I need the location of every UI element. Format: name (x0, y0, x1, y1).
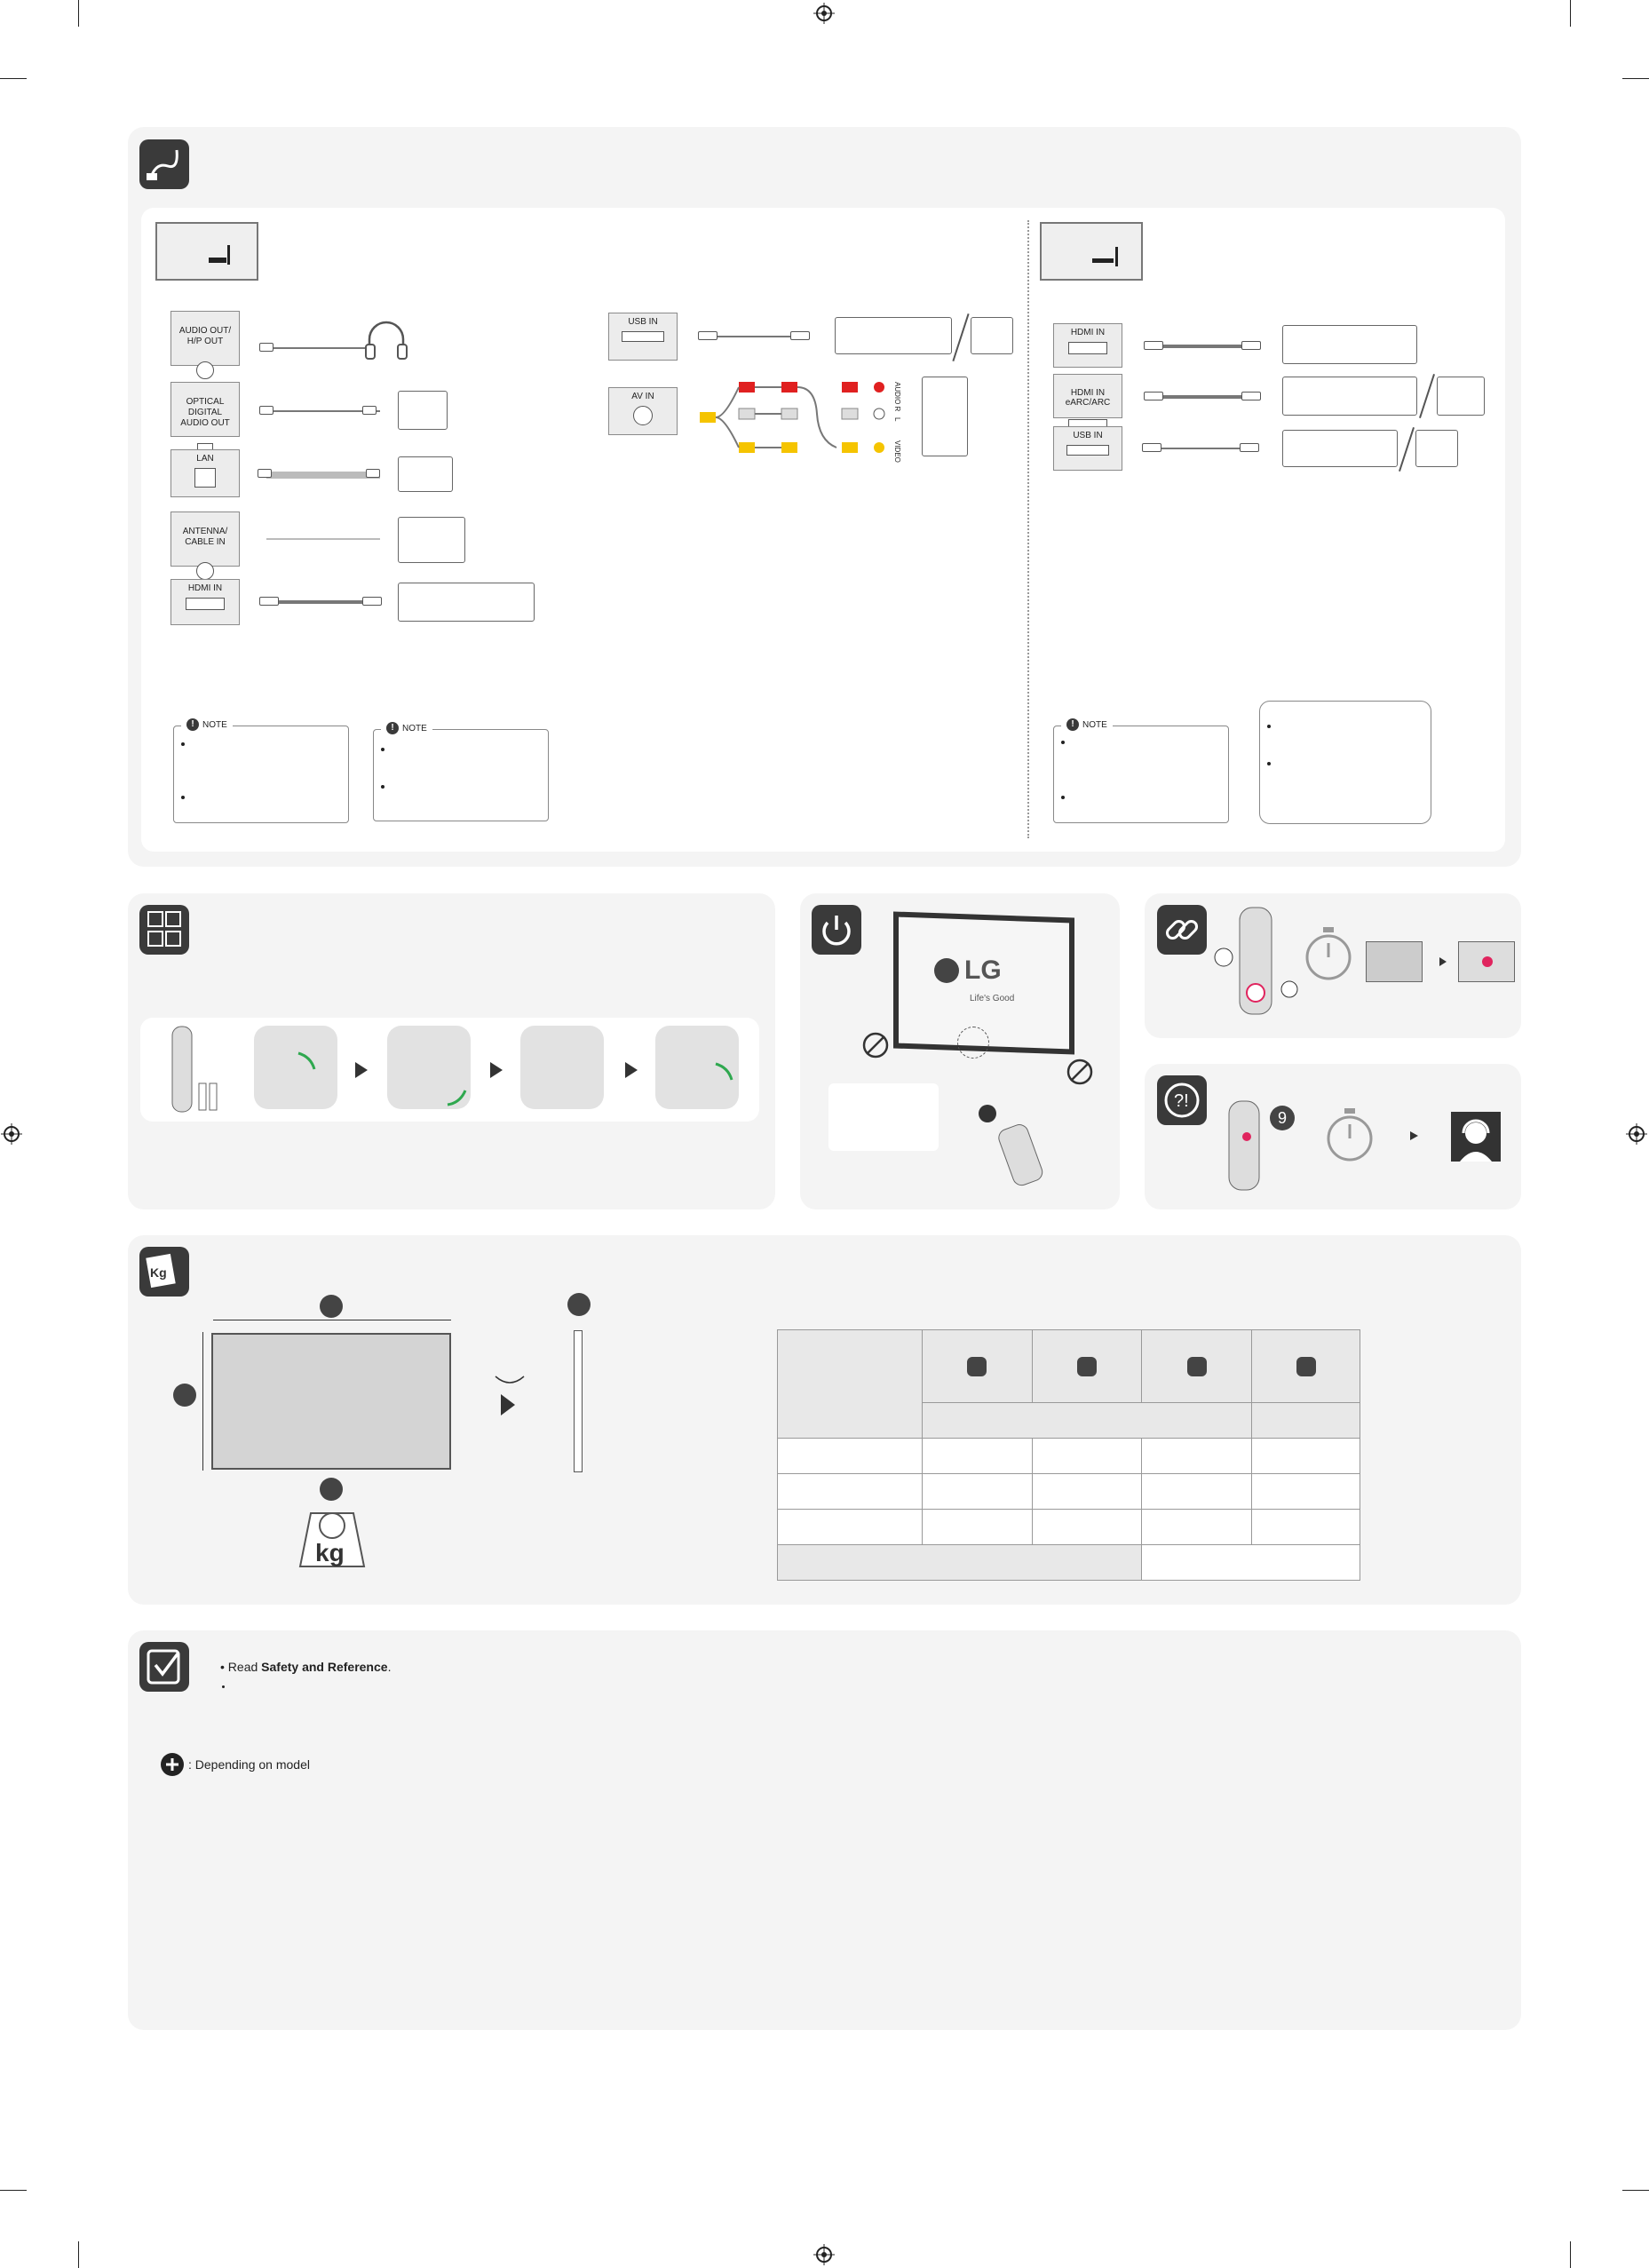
plug (366, 469, 380, 478)
plug (258, 469, 272, 478)
depending-on-model: : Depending on model (188, 1757, 310, 1772)
plug (259, 406, 274, 415)
table-cell (1252, 1403, 1360, 1439)
green-arrow-icon (710, 1059, 737, 1085)
av-in-port (608, 387, 678, 435)
tv-rear-right (1040, 222, 1143, 281)
number-badge (1270, 1106, 1295, 1130)
av-audio-r-label: AUDIO R (893, 382, 901, 412)
green-arrow-icon (444, 1083, 471, 1110)
table-cell (922, 1510, 1032, 1545)
note-label: NOTE (402, 723, 427, 734)
bullet-char: • (220, 1660, 228, 1674)
usb-in-label: USB IN (628, 317, 658, 327)
plug (1240, 443, 1259, 452)
socket (622, 331, 664, 342)
table-cell (1252, 1510, 1360, 1545)
cable-icon (139, 139, 189, 189)
plug (362, 597, 382, 606)
plug (362, 406, 377, 415)
plus-circle-icon (160, 1752, 185, 1777)
note-box (373, 723, 549, 821)
lg-logo (934, 956, 1002, 986)
table-row (778, 1474, 1360, 1510)
hdmi-earc-port (1053, 374, 1122, 418)
table-cell (1142, 1474, 1252, 1510)
lg-logo-text: LG (964, 956, 1002, 985)
hdmi-in-port-left (170, 579, 240, 625)
customer-service-icon (1451, 1112, 1501, 1162)
antenna-port (170, 511, 240, 567)
plug (1241, 392, 1261, 400)
usb-in-right-label: USB IN (1073, 431, 1103, 440)
remote-pairing-icon (1211, 904, 1300, 1028)
hold-number: 9 (1277, 1109, 1287, 1127)
bullet (222, 1685, 225, 1688)
lan-port (170, 449, 240, 497)
battery-step-3 (520, 1026, 604, 1109)
green-arrow-icon (293, 1048, 320, 1075)
source-devices-icon (1282, 325, 1417, 364)
table-cell (778, 1510, 923, 1545)
table-cell (778, 1439, 923, 1474)
table-cell (1252, 1474, 1360, 1510)
plug (1241, 341, 1261, 350)
crop-mark (0, 2190, 27, 2191)
arrow-right-icon (490, 1062, 503, 1078)
usb-stick-icon (971, 317, 1013, 354)
registration-mark-icon (813, 3, 835, 24)
note-label: NOTE (1082, 719, 1107, 730)
plug (259, 343, 274, 352)
timer-icon (1325, 1106, 1375, 1163)
arrow-right-icon (1410, 1131, 1418, 1140)
registration-mark-icon (1626, 1123, 1647, 1145)
headphones-icon (362, 316, 410, 362)
table-cell (1142, 1545, 1360, 1581)
arrow-right-icon (625, 1062, 638, 1078)
audio-out-label: AUDIO OUT/ H/P OUT (178, 326, 232, 346)
audio-cable (266, 347, 366, 349)
usb-in-port-right (1053, 426, 1122, 471)
safety-read-line (220, 1660, 391, 1674)
divider (1027, 220, 1029, 838)
bullet (381, 785, 385, 789)
note-label: NOTE (202, 719, 227, 730)
warning-icon: ! (386, 722, 399, 734)
info-box (1259, 701, 1431, 824)
safety-read-bold: Safety and Reference (261, 1660, 388, 1674)
hdmi-in-port-right (1053, 323, 1122, 368)
lg-logo-circle-icon (934, 958, 959, 983)
column-c-badge (1187, 1357, 1207, 1376)
tv-screen-paired-icon (1458, 941, 1515, 982)
source-devices-icon (1282, 377, 1417, 416)
socket (633, 406, 653, 425)
crop-mark (1570, 2241, 1571, 2268)
bullet (181, 796, 185, 799)
crop-mark (0, 78, 27, 79)
table-cell (1252, 1330, 1360, 1403)
crop-mark (1570, 0, 1571, 27)
warning-icon: ! (186, 718, 199, 731)
note-box (1053, 719, 1229, 823)
av-device-icon (922, 377, 968, 456)
tv-screen-icon (1366, 941, 1423, 982)
remote-and-batteries-icon (169, 1023, 231, 1115)
dimension-d-badge (567, 1293, 591, 1316)
lan-label: LAN (196, 454, 214, 464)
bullet (1061, 741, 1065, 744)
socket (186, 598, 225, 610)
tv-side-profile (574, 1330, 583, 1472)
rotate-arrow-icon (492, 1368, 527, 1421)
socket (196, 361, 214, 379)
pairing-dot (1482, 956, 1493, 967)
help-icon (1157, 1075, 1207, 1125)
safety-read-suffix: . (387, 1660, 392, 1674)
remote-power-icon (975, 1101, 1055, 1190)
router-icon (398, 456, 453, 492)
socket (194, 468, 216, 488)
crop-mark (78, 2241, 79, 2268)
table-cell (922, 1439, 1032, 1474)
antenna-label: ANTENNA/ CABLE IN (182, 527, 228, 547)
battery-icon (139, 905, 189, 955)
plug (790, 331, 810, 340)
crop-mark (1622, 2190, 1649, 2191)
table-cell (778, 1474, 923, 1510)
hdmi-earc-label: HDMI IN eARC/ARC (1065, 388, 1111, 408)
lan-cable (266, 472, 380, 479)
plug (1144, 341, 1163, 350)
usb-in-port-left (608, 313, 678, 361)
crop-mark (78, 0, 79, 27)
tv-port-marker (227, 245, 230, 265)
no-touch-icon (860, 1030, 891, 1060)
bullet (381, 748, 385, 751)
av-audio-l-label: L (893, 417, 901, 422)
no-touch-icon (1065, 1057, 1095, 1087)
av-in-label: AV IN (631, 392, 654, 401)
antenna-icon (398, 517, 465, 563)
weight-unit: kg (315, 1539, 345, 1566)
plug (259, 597, 279, 606)
column-d-badge (1296, 1357, 1316, 1376)
sound-bar-icon (398, 391, 448, 430)
spec-table (777, 1329, 1360, 1581)
arrow-right-icon (355, 1062, 368, 1078)
bullet (1267, 762, 1271, 765)
audio-out-port (170, 311, 240, 366)
optical-label: OPTICAL DIGITAL AUDIO OUT (180, 397, 230, 428)
table-cell (778, 1545, 1142, 1581)
tv-rear-left (155, 222, 258, 281)
table-row (778, 1439, 1360, 1474)
crop-mark (1622, 78, 1649, 79)
tv-port-marker (1092, 258, 1114, 263)
tv-port-marker (209, 258, 226, 263)
dimension-b-badge (173, 1384, 196, 1407)
table-row (778, 1545, 1360, 1581)
sound-bar-icon (1437, 377, 1485, 416)
weight-scale-icon (139, 1247, 189, 1297)
timer-icon (1302, 925, 1353, 982)
plug (1144, 392, 1163, 400)
table-cell (922, 1474, 1032, 1510)
table-cell (1032, 1474, 1142, 1510)
arrow-right-icon (1439, 957, 1447, 966)
av-cables (693, 373, 915, 462)
checklist-icon (139, 1642, 189, 1692)
safety-panel (128, 1630, 1521, 2030)
table-cell (922, 1330, 1032, 1403)
safety-read-prefix: Read (227, 1660, 262, 1674)
table-row (778, 1330, 1360, 1403)
optical-port (170, 382, 240, 437)
hdmi-in-right-label: HDMI IN (1070, 328, 1106, 337)
registration-mark-icon (1, 1123, 22, 1145)
table-cell (922, 1403, 1251, 1439)
table-cell (1252, 1439, 1360, 1474)
note-header (181, 718, 233, 731)
power-button-closeup (828, 1083, 939, 1151)
dimension-a-badge (320, 1295, 343, 1318)
column-a-badge (967, 1357, 987, 1376)
bullet (181, 742, 185, 746)
usb-drive-icon (1282, 430, 1398, 467)
bullet (1061, 796, 1065, 799)
source-devices-icon (398, 583, 535, 622)
usb-drive-icon (835, 317, 952, 354)
link-icon (1157, 905, 1207, 955)
av-video-label: VIDEO (893, 440, 901, 463)
table-cell (1142, 1439, 1252, 1474)
tv-front-outline (211, 1333, 451, 1470)
power-icon (812, 905, 861, 955)
note-header (381, 722, 432, 734)
plug (698, 331, 717, 340)
warning-icon: ! (1066, 718, 1079, 731)
column-b-badge (1077, 1357, 1097, 1376)
socket (1066, 445, 1109, 456)
plug (1142, 443, 1161, 452)
note-header (1061, 718, 1113, 731)
table-cell (1142, 1510, 1252, 1545)
table-cell (778, 1330, 923, 1439)
table-cell (1032, 1510, 1142, 1545)
table-cell (1032, 1439, 1142, 1474)
table-cell (1032, 1330, 1142, 1403)
table-cell (1142, 1330, 1252, 1403)
bullet (1267, 725, 1271, 728)
usb-stick-icon (1415, 430, 1458, 467)
hdmi-in-label: HDMI IN (187, 583, 223, 593)
svg-text:Kg: Kg (150, 1265, 167, 1280)
power-button-zoom (957, 1027, 989, 1059)
svg-text:?!: ?! (1174, 1091, 1189, 1111)
antenna-cable (266, 538, 380, 540)
registration-mark-icon (813, 2244, 835, 2265)
tv-port-marker (1115, 247, 1118, 266)
socket (1068, 342, 1107, 354)
note-box (173, 719, 349, 823)
table-row (778, 1510, 1360, 1545)
socket (196, 562, 214, 580)
height-arrow (202, 1332, 203, 1471)
lg-tagline: Life's Good (970, 994, 1015, 1003)
